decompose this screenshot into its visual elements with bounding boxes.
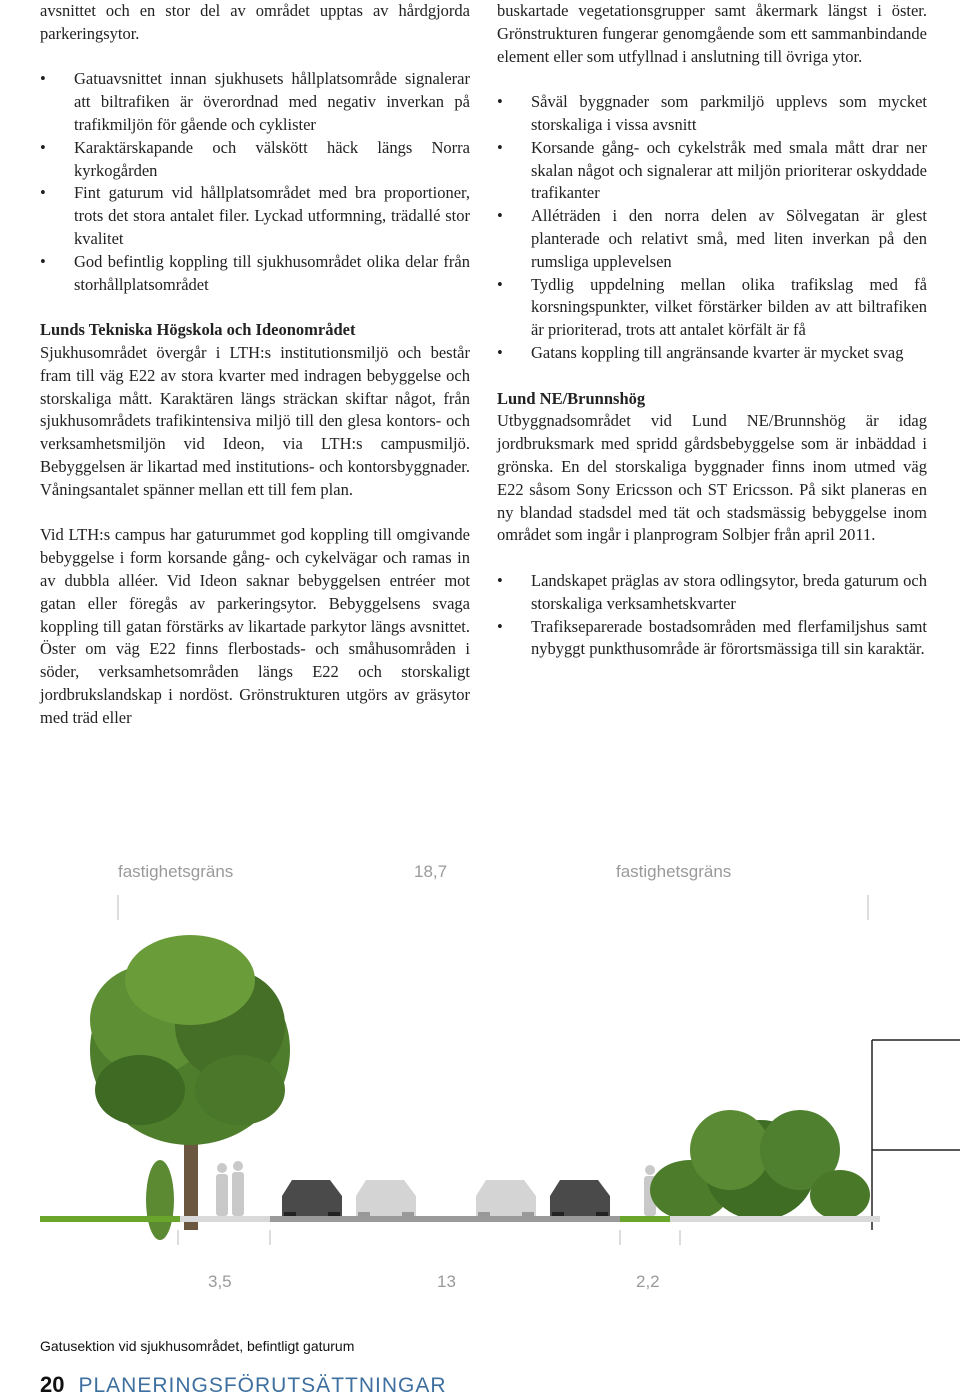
- left-column: [40, 0, 470, 730]
- figure-caption: Gatusektion vid sjukhusområdet, befintligt gaturum: [40, 1338, 355, 1354]
- grass-strip-right: [620, 1216, 670, 1222]
- right-bullet-list-1: [497, 91, 927, 365]
- pedestrians-icon: [216, 1161, 244, 1216]
- shrub-group-icon: [650, 1110, 870, 1220]
- page-footer: [40, 1372, 447, 1398]
- car-icon: [356, 1180, 416, 1218]
- section-heading-brunnshog: Lund NE/Brunnshög: [497, 388, 646, 408]
- large-tree-icon: [90, 935, 290, 1230]
- list-item: • Fint gaturum vid hållplatsområdet med bra proportioner, trots det stora antalet filer. Lyckad utformning, trädallé stor kvalitet: [40, 182, 470, 250]
- page-number: 20: [40, 1372, 65, 1397]
- grass-strip-left: [40, 1216, 180, 1222]
- list-item: • Gatuavsnittet innan sjukhusets hållplatsområde signalerar att biltrafiken är överordnad med negativ inverkan på trafikmiljön för gående och cyklister: [40, 68, 470, 136]
- list-item: • Gatans koppling till angränsande kvarter är mycket svag: [497, 342, 927, 365]
- list-item: • Landskapet präglas av stora odlingsytor, breda gaturum och storskaliga verksamhetskvarter: [497, 570, 927, 616]
- lth-paragraph-1: Sjukhusområdet övergår i LTH:s institutionsmiljö och består fram till väg E22 av stora kvarter med indragen bebyggelse och storskaliga mått. Karaktären längs sträckan skiftar något, från sjukhusområdets trafikintensiva miljö till den glesa kontors- och verksamhetsmiljön vid Ideon, via LTH:s campusmiljö. Bebyggelsen är likartad med institutions- och kontorsbyggnader. Våningsantalet spänner mellan ett till fem plan.: [40, 342, 470, 499]
- hedge-icon: [146, 1160, 174, 1240]
- list-item: • Karaktärskapande och välskött häck längs Norra kyrkogården: [40, 137, 470, 183]
- brunnshog-paragraph: Utbyggnadsområdet vid Lund NE/Brunnshög är idag jordbruksmark med spridd gårdsbebyggelse som är inbäddad i grönska. En del storskaliga byggnader finns inom utmed väg E22 såsom Sony Ericsson och ST Ericsson. På sikt planeras en ny blandad stadsdel med tät och stadsmässig bebyggelse inom området som ingår i planprogram Solbjer från april 2011.: [497, 411, 927, 545]
- list-item: • Såväl byggnader som parkmiljö upplevs som mycket storskaliga i vissa avsnitt: [497, 91, 927, 137]
- list-item: • Korsande gång- och cykelstråk med smala mått drar ner skalan något och signalerar att miljön prioriterar oskyddade trafikanter: [497, 137, 927, 205]
- street-section-illustration: [0, 850, 960, 1305]
- right-bullet-list-2: [497, 570, 927, 661]
- left-bullet-list: [40, 68, 470, 296]
- property-line-label-left: fastighetsgräns: [118, 862, 234, 881]
- building-outline: [872, 1040, 960, 1230]
- section-drawing: [0, 850, 960, 1305]
- list-item: • God befintlig koppling till sjukhusområdet olika delar från storhållplatsområdet: [40, 251, 470, 297]
- right-intro: buskartade vegetationsgrupper samt åkermark längst i öster. Grönstrukturen fungerar genomgående som ett sammanbindande element eller som utfyllnad i anslutning till övriga ytor.: [497, 1, 927, 66]
- list-item: • Alléträden i den norra delen av Sölvegatan är glest planterade och relativt små, med liten inverkan på den rumsliga upplevelsen: [497, 205, 927, 273]
- dimension-right: 2,2: [636, 1272, 660, 1291]
- dimension-left: 3,5: [208, 1272, 232, 1291]
- dimension-center: 13: [437, 1272, 456, 1291]
- property-line-label-right: fastighetsgräns: [616, 862, 732, 881]
- roadway: [270, 1216, 620, 1222]
- total-width-label: 18,7: [414, 862, 448, 881]
- car-icon: [476, 1180, 536, 1218]
- list-item: • Trafikseparerade bostadsområden med flerfamiljshus samt nybyggt punkthusområde är förortsmässiga till sin karaktär.: [497, 616, 927, 662]
- list-item: • Tydlig uppdelning mellan olika trafikslag med få korsningspunkter, vilket förstärker bilden av att biltrafiken är prioriterad, trots att antalet körfält är få: [497, 274, 927, 342]
- left-intro: avsnittet och en stor del av området upptas av hårdgjorda parkeringsytor.: [40, 1, 470, 43]
- section-heading-lth: Lunds Tekniska Högskola och Ideonområdet: [40, 320, 356, 340]
- right-column: [497, 0, 927, 661]
- running-head: PLANERINGSFÖRUTSÄTTNINGAR: [78, 1374, 447, 1397]
- lth-paragraph-2: Vid LTH:s campus har gaturummet god koppling till omgivande bebyggelse i form korsande gång- och cykelvägar och ramas in av dubbla alléer. Vid Ideon saknar bebyggelsen entréer mot gatan eller föregås av parkeringsytor. Bebyggelsens svaga koppling till gatan förstärks av likartade parkytor längs avsnittet. Öster om väg E22 finns flerbostads- och småhusområden i söder, verksamhetsområden längs E22 och storskaligt jordbrukslandskap i nordöst. Grönstrukturen utgörs av gräsytor med träd eller: [40, 525, 470, 727]
- car-icon: [550, 1180, 610, 1218]
- car-icon: [282, 1180, 342, 1218]
